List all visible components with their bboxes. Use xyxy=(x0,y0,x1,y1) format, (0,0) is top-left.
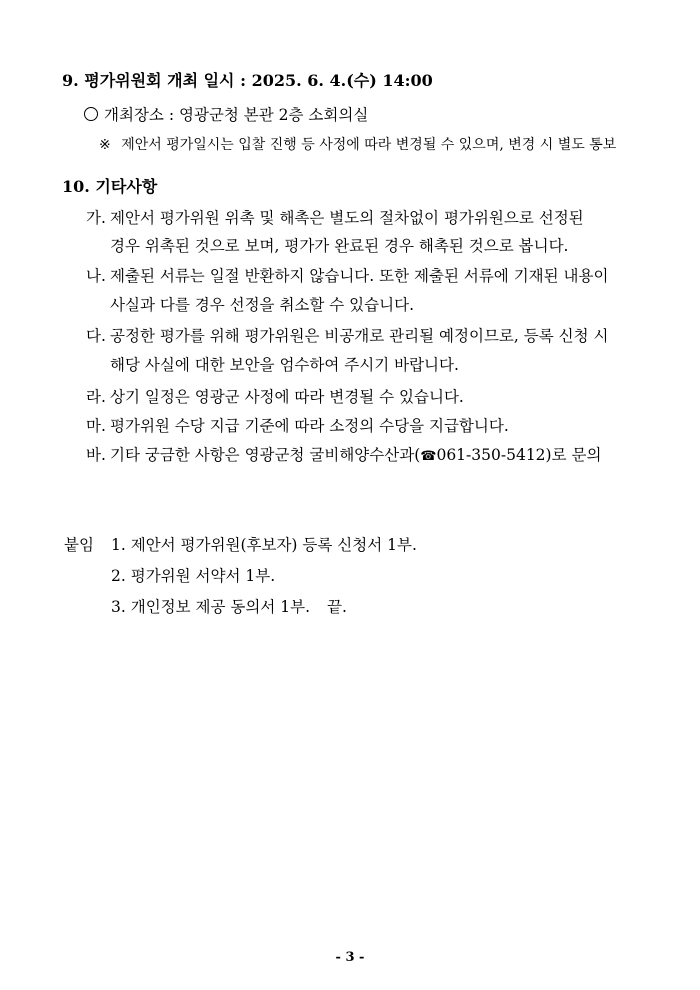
item-text-after: 061-350-5412)로 문의 xyxy=(436,446,602,464)
item-marker: 나. xyxy=(86,267,106,285)
venue-line xyxy=(84,103,368,125)
attachment-item: 2. 평가위원 서약서 1부. xyxy=(111,567,276,585)
item-continuation: 경우 위촉된 것으로 보며, 평가가 완료된 경우 해촉된 것으로 봅니다. xyxy=(110,237,569,255)
item-continuation: 해당 사실에 대한 보안을 엄수하여 주시기 바랍니다. xyxy=(110,356,459,374)
item-marker: 마. xyxy=(86,417,106,435)
item-text: 상기 일정은 영광군 사정에 따라 변경될 수 있습니다. xyxy=(110,388,464,406)
venue-text: 개최장소 : 영광군청 본관 2층 소회의실 xyxy=(104,106,369,124)
section-10-heading: 10. 기타사항 xyxy=(62,177,158,196)
item-marker: 다. xyxy=(86,327,106,345)
circle-bullet-icon xyxy=(84,107,98,121)
attachment-label: 붙임 xyxy=(64,536,94,554)
list-item xyxy=(86,264,608,286)
attachment-line xyxy=(64,533,417,555)
end-mark: 끝. xyxy=(326,598,347,616)
item-continuation: 사실과 다를 경우 선정을 취소할 수 있습니다. xyxy=(110,296,415,314)
page-number: - 3 - xyxy=(335,950,365,965)
item-marker: 바. xyxy=(86,446,106,464)
item-text: 기타 궁금한 사항은 영광군청 굴비해양수산과( xyxy=(110,446,421,464)
list-item xyxy=(86,443,601,465)
item-text: 평가위원 수당 지급 기준에 따라 소정의 수당을 지급합니다. xyxy=(110,417,509,435)
section-9-heading: 9. 평가위원회 개최 일시 : 2025. 6. 4.(수) 14:00 xyxy=(62,71,433,90)
note-line xyxy=(99,134,616,154)
phone-icon: ☎ xyxy=(420,449,437,464)
list-item xyxy=(86,206,584,228)
attachment-line xyxy=(111,595,347,617)
list-item xyxy=(86,385,464,407)
list-item xyxy=(86,324,608,346)
item-text: 제안서 평가위원 위촉 및 해촉은 별도의 절차없이 평가위원으로 선정된 xyxy=(110,209,584,227)
note-text: 제안서 평가일시는 입찰 진행 등 사정에 따라 변경될 수 있으며, 변경 시 별도 통보 xyxy=(121,137,617,153)
attachment-item: 3. 개인정보 제공 동의서 1부. xyxy=(111,598,311,616)
item-text: 공정한 평가를 위해 평가위원은 비공개로 관리될 예정이므로, 등록 신청 시 xyxy=(110,327,609,345)
attachment-item: 1. 제안서 평가위원(후보자) 등록 신청서 1부. xyxy=(111,536,417,554)
item-marker: 가. xyxy=(86,209,106,227)
item-marker: 라. xyxy=(86,388,106,406)
list-item xyxy=(86,414,509,436)
item-text: 제출된 서류는 일절 반환하지 않습니다. 또한 제출된 서류에 기재된 내용이 xyxy=(110,267,609,285)
note-mark: ※ xyxy=(99,137,111,153)
